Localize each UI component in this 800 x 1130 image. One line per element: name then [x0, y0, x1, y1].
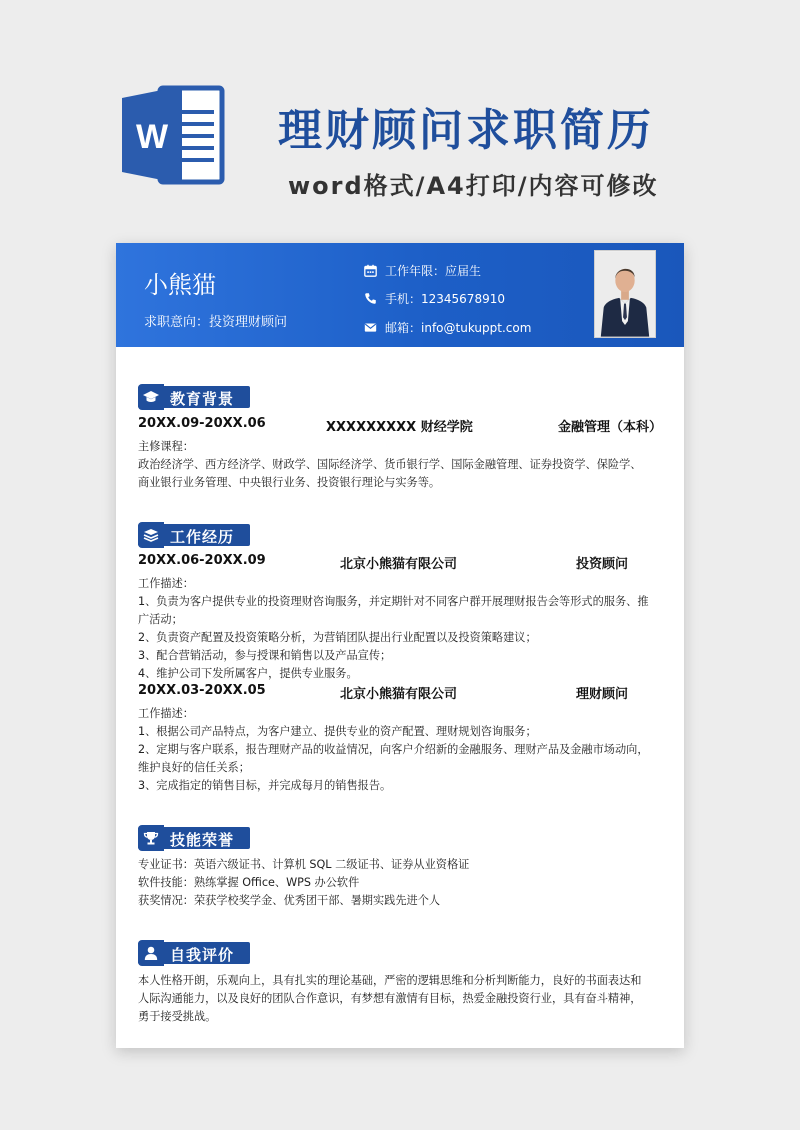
calendar-icon: [364, 264, 377, 277]
text-line: 工作描述：: [138, 707, 194, 720]
text-line: 1、负责为客户提供专业的投资理财咨询服务，并定期针对不同客户群开展理财报告会等形式的服务、推: [138, 595, 649, 608]
text-line: 4、维护公司下发所属客户，提供专业服务。: [138, 667, 358, 680]
skills-details: [138, 856, 666, 910]
job-role: 理财顾问: [576, 687, 629, 702]
text-line: 软件技能：熟练掌握 Office、WPS 办公软件: [138, 876, 360, 889]
education-school: XXXXXXXXX 财经学院: [326, 420, 473, 435]
text-line: 3、配合营销活动，参与授课和销售以及产品宣传；: [138, 649, 392, 662]
resume-header: [116, 243, 684, 347]
text-line: 专业证书：英语六级证书、计算机 SQL 二级证书、证券从业资格证: [138, 858, 470, 871]
job-intent: 求职意向：投资理财顾问: [144, 315, 288, 330]
trophy-icon: [138, 825, 164, 851]
job-details: [138, 575, 666, 683]
section-title: 工作经历: [170, 528, 235, 546]
education-period: 20XX.09-20XX.06: [138, 416, 266, 431]
contact-phone-text: 手机：12345678910: [385, 292, 505, 306]
section-education: [138, 386, 250, 408]
contact-experience-text: 工作年限：应届生: [385, 264, 482, 278]
education-major: 金融管理（本科）: [558, 420, 663, 435]
job-role: 投资顾问: [576, 557, 629, 572]
phone-icon: [364, 292, 377, 305]
word-logo-icon: [118, 80, 228, 190]
section-title: 自我评价: [170, 946, 235, 964]
banner-subtitle: word格式/A4打印/内容可修改: [288, 172, 659, 200]
job-period: 20XX.06-20XX.09: [138, 553, 266, 568]
section-title: 教育背景: [170, 390, 235, 408]
user-icon: [138, 940, 164, 966]
graduation-cap-icon: [138, 384, 164, 410]
text-line: 主修课程：: [138, 440, 194, 453]
education-details: [138, 438, 666, 492]
job-company: 北京小熊猫有限公司: [340, 557, 458, 572]
candidate-name: 小熊猫: [144, 271, 216, 299]
text-line: 人际沟通能力，以及良好的团队合作意识，有梦想有激情有目标，热爱金融投资行业，具有奋斗精神，: [138, 992, 642, 1005]
text-line: 工作描述：: [138, 577, 194, 590]
text-line: 本人性格开朗，乐观向上，具有扎实的理论基础，严密的逻辑思维和分析判断能力，良好的书面表达和: [138, 974, 642, 987]
contact-experience: [364, 262, 481, 279]
contact-email-text: 邮箱：info@tukuppt.com: [385, 321, 532, 335]
text-line: 商业银行业务管理、中央银行业务、投资银行理论与实务等。: [138, 476, 441, 489]
resume-page: [116, 243, 684, 1048]
job-company: 北京小熊猫有限公司: [340, 687, 458, 702]
text-line: 1、根据公司产品特点，为客户建立、提供专业的资产配置、理财规划咨询服务；: [138, 725, 537, 738]
contact-phone: [364, 290, 505, 307]
text-line: 广活动；: [138, 613, 183, 626]
profile-photo: [594, 250, 656, 338]
text-line: 2、定期与客户联系，报告理财产品的收益情况，向客户介绍新的金融服务、理财产品及金融市场动向，: [138, 743, 649, 756]
text-line: 维护良好的信任关系；: [138, 761, 250, 774]
job-details: [138, 705, 666, 795]
stack-icon: [138, 522, 164, 548]
self-evaluation-details: [138, 972, 666, 1026]
text-line: 2、负责资产配置及投资策略分析，为营销团队提出行业配置以及投资策略建议；: [138, 631, 537, 644]
text-line: 政治经济学、西方经济学、财政学、国际经济学、货币银行学、国际金融管理、证券投资学、保险学、: [138, 458, 642, 471]
word-logo-letter: W: [135, 118, 169, 156]
section-title: 技能荣誉: [170, 831, 235, 849]
banner-title: 理财顾问求职简历: [278, 105, 654, 156]
section-work: [138, 524, 250, 546]
text-line: 3、完成指定的销售目标，并完成每月的销售报告。: [138, 779, 392, 792]
text-line: 获奖情况：荣获学校奖学金、优秀团干部、暑期实践先进个人: [138, 894, 441, 907]
section-self-evaluation: [138, 942, 250, 964]
mail-icon: [364, 321, 377, 334]
text-line: 勇于接受挑战。: [138, 1010, 217, 1023]
contact-email: [364, 319, 531, 336]
section-skills: [138, 827, 250, 849]
job-period: 20XX.03-20XX.05: [138, 683, 266, 698]
